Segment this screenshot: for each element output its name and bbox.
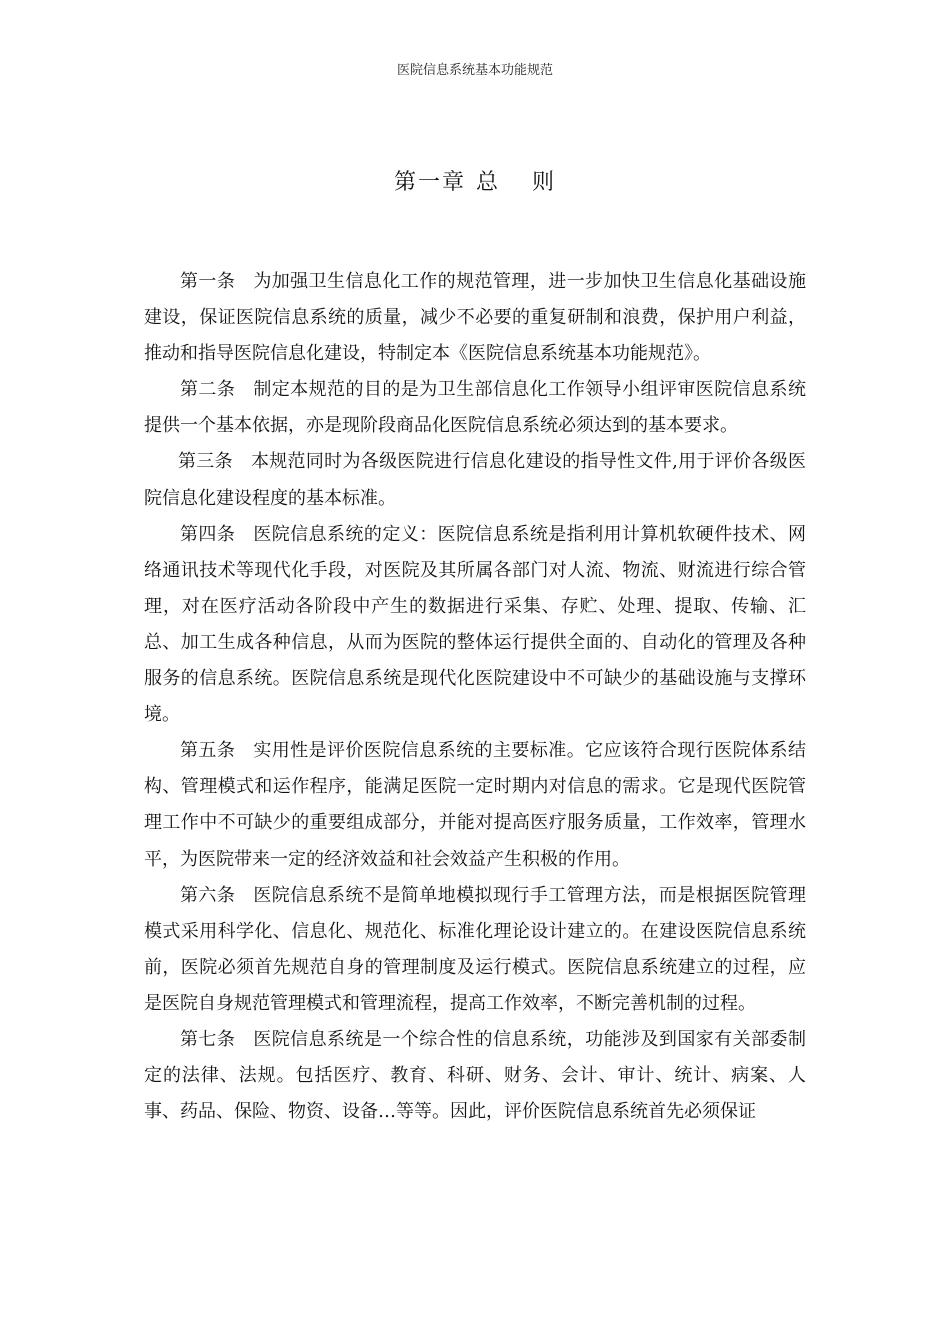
- body-text: [144, 264, 806, 1130]
- article-number: 第一条: [180, 271, 236, 292]
- article-number: 第七条: [180, 1028, 236, 1050]
- article-number: 第二条: [180, 379, 236, 401]
- article-number: 第三条: [178, 451, 233, 473]
- article-text: 本规范同时为各级医院进行信息化建设的指导性文件,用于评价各级医院信息化建设程度的基本标准。: [144, 451, 807, 509]
- article-5: [144, 733, 806, 877]
- chapter-title: [0, 168, 950, 198]
- article-text: 实用性是评价医院信息系统的主要标准。它应该符合现行医院体系结构、管理模式和运作程序，能满足医院一定时期内对信息的需求。它是现代医院管理工作中不可缺少的重要组成部分，并能对提高医疗服务质量，工作效率，管理水平，为医院带来一定的经济效益和社会效益产生积极的作用。: [144, 740, 806, 870]
- article-3: [144, 444, 806, 516]
- article-number: 第六条: [180, 884, 236, 906]
- chapter-title-part1: 总: [475, 170, 500, 195]
- article-text: 医院信息系统不是简单地模拟现行手工管理方法，而是根据医院管理模式采用科学化、信息化、规范化、标准化理论设计建立的。在建设医院信息系统前，医院必须首先规范自身的管理制度及运行模式。医院信息系统建立的过程，应是医院自身规范管理模式和管理流程，提高工作效率，不断完善机制的过程。: [144, 884, 806, 1014]
- article-4: [144, 517, 806, 734]
- article-2: [144, 372, 806, 444]
- article-1: [144, 264, 806, 372]
- article-6: [144, 878, 806, 1022]
- article-text: 医院信息系统是一个综合性的信息系统，功能涉及到国家有关部委制定的法律、法规。包括医疗、教育、科研、财务、会计、审计、统计、病案、人事、药品、保险、物资、设备…等等。因此，评价医院信息系统首先必须保证: [144, 1028, 806, 1123]
- article-number: 第四条: [180, 523, 236, 545]
- article-text: 制定本规范的目的是为卫生部信息化工作领导小组评审医院信息系统提供一个基本依据，亦是现阶段商品化医院信息系统必须达到的基本要求。: [144, 379, 806, 437]
- article-7: [144, 1022, 806, 1130]
- chapter-title-part2: 则: [532, 170, 557, 195]
- article-text: 医院信息系统的定义：医院信息系统是指利用计算机软硬件技术、网络通讯技术等现代化手段，对医院及其所属各部门对人流、物流、财流进行综合管理，对在医疗活动各阶段中产生的数据进行采集、存贮、处理、提取、传输、汇总、加工生成各种信息，从而为医院的整体运行提供全面的、自动化的管理及各种服务的信息系统。医院信息系统是现代化医院建设中不可缺少的基础设施与支撑环境。: [144, 523, 806, 726]
- article-text: 为加强卫生信息化工作的规范管理，进一步加快卫生信息化基础设施建设，保证医院信息系统的质量，减少不必要的重复研制和浪费，保护用户利益，推动和指导医院信息化建设，特制定本《医院信息系统基本功能规范》。: [144, 271, 806, 365]
- article-number: 第五条: [180, 740, 236, 762]
- running-header: 医院信息系统基本功能规范: [396, 63, 553, 78]
- chapter-label: 第一章: [393, 170, 466, 195]
